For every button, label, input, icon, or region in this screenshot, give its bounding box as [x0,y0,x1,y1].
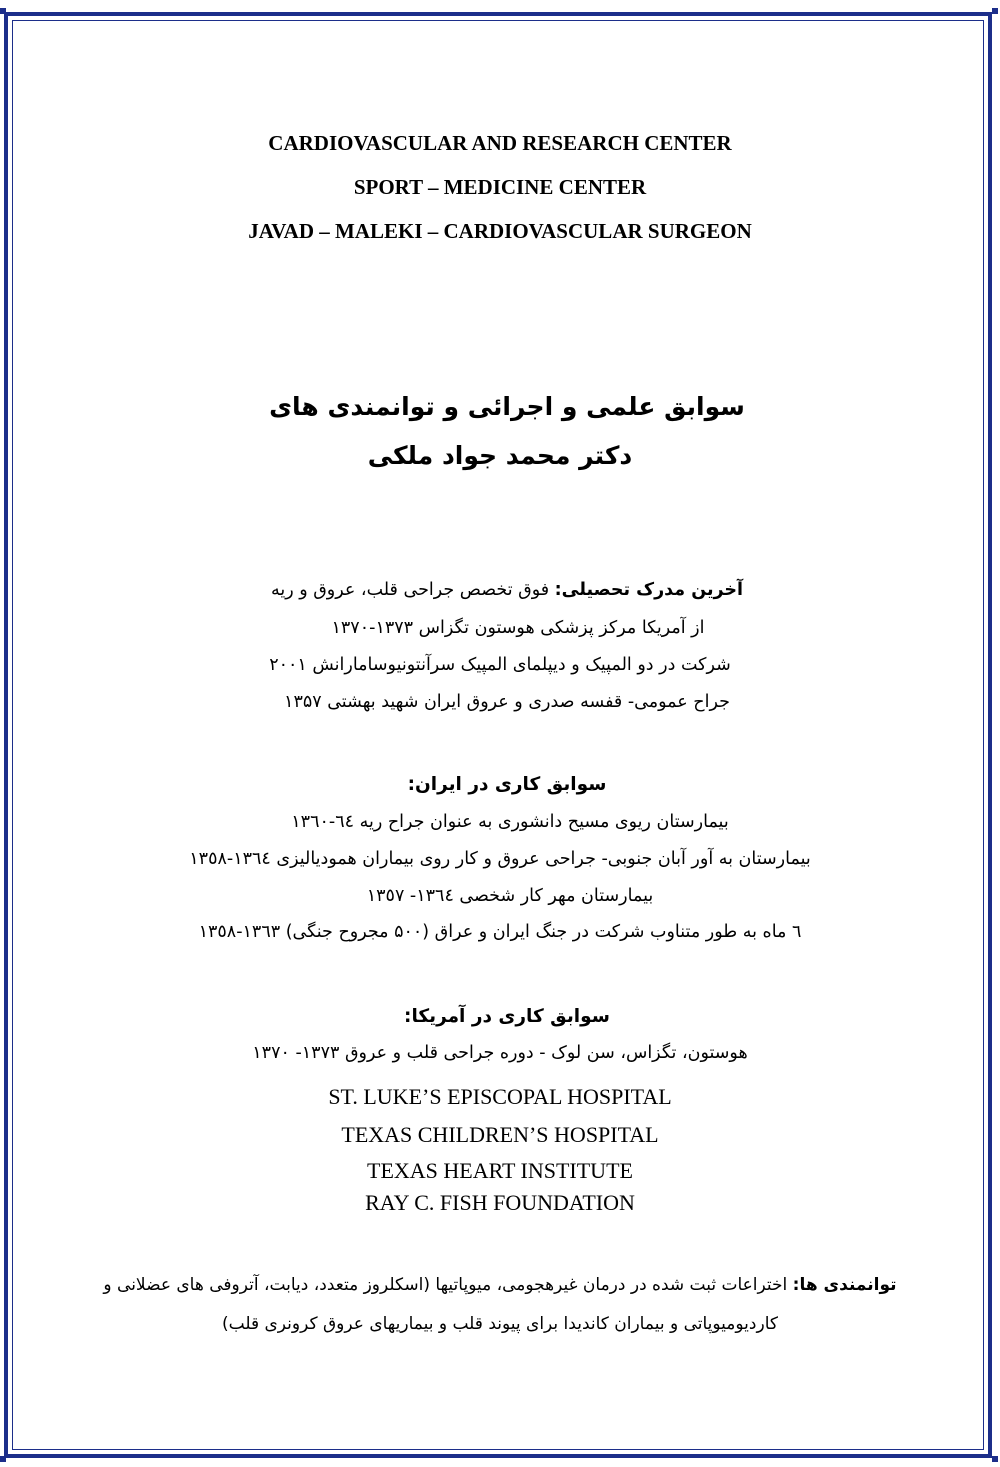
usa-hospital: ST. LUKE’S EPISCOPAL HOSPITAL [328,1084,672,1109]
education-line-1 [0,580,1000,600]
iran-experience-item: ٦ ماه به طور متناوب شرکت در جنگ ایران و عراق (۵۰۰ مجروح جنگی) ١٣٦٣-١٣٥٨ [198,922,802,942]
header-line-2: SPORT – MEDICINE CENTER [353,175,647,199]
education-line-4: جراح عمومی- قفسه صدری و عروق ایران شهید بهشتی ۱۳۵۷ [284,692,730,712]
header-line-3: JAVAD – MALEKI – CARDIOVASCULAR SURGEON [248,219,752,243]
usa-hospital: TEXAS HEART INSTITUTE [367,1158,633,1183]
education-line-3: شرکت در دو المپیک و دیپلمای المپیک سرآنتونیوسامارانش ۲۰۰۱ [269,655,731,675]
header-line-1: CARDIOVASCULAR AND RESEARCH CENTER [268,131,732,155]
capabilities-line-1 [0,1275,1000,1295]
iran-experience-item: بیمارستان ریوی مسیح دانشوری به عنوان جراح ریه ٦٤-١٣٦٠ [291,812,729,832]
education-degree: فوق تخصص جراحی قلب، عروق و ریه [270,580,555,600]
document-title-line-2: دکتر محمد جواد ملکی [367,441,633,470]
iran-experience-item: بیمارستان به آور آبان جنوبی- جراحی عروق و کار روی بیماران همودیالیزی ١٣٦٤-١٣٥٨ [189,849,811,869]
border-corner [992,1456,998,1462]
usa-hospital: TEXAS CHILDREN’S HOSPITAL [341,1122,659,1147]
capabilities-text: اختراعات ثبت شده در درمان غیرهجومی، میوپاتیها (اسکلروز متعدد، دیابت، آتروفی های عضلانی و [103,1275,793,1295]
capabilities-label: توانمندی ها: [792,1275,897,1295]
usa-experience-heading: سوابق کاری در آمریکا: [404,1006,610,1027]
border-corner [992,8,998,14]
document-title-line-1: سوابق علمی و اجرائی و توانمندی های [269,392,745,421]
education-label: آخرین مدرک تحصیلی: [554,580,744,600]
iran-experience-item: بیمارستان مهر کار شخصی ١٣٦٤- ١٣٥٧ [366,886,654,906]
border-corner [0,1456,6,1462]
usa-experience-line: هوستون، تگزاس، سن لوک - دوره جراحی قلب و عروق ١٣٧٣- ١٣٧٠ [252,1043,748,1063]
border-corner [0,8,6,14]
iran-experience-heading: سوابق کاری در ایران: [407,774,607,795]
usa-hospital: RAY C. FISH FOUNDATION [365,1190,635,1215]
education-line-2: از آمریکا مرکز پزشکی هوستون تگزاس ۱۳۷۳-۱۳۷۰ [331,618,705,638]
capabilities-line-2: کاردیومیوپاتی و بیماران کاندیدا برای پیوند قلب و بیماریهای عروق کرونری قلب) [222,1314,778,1334]
